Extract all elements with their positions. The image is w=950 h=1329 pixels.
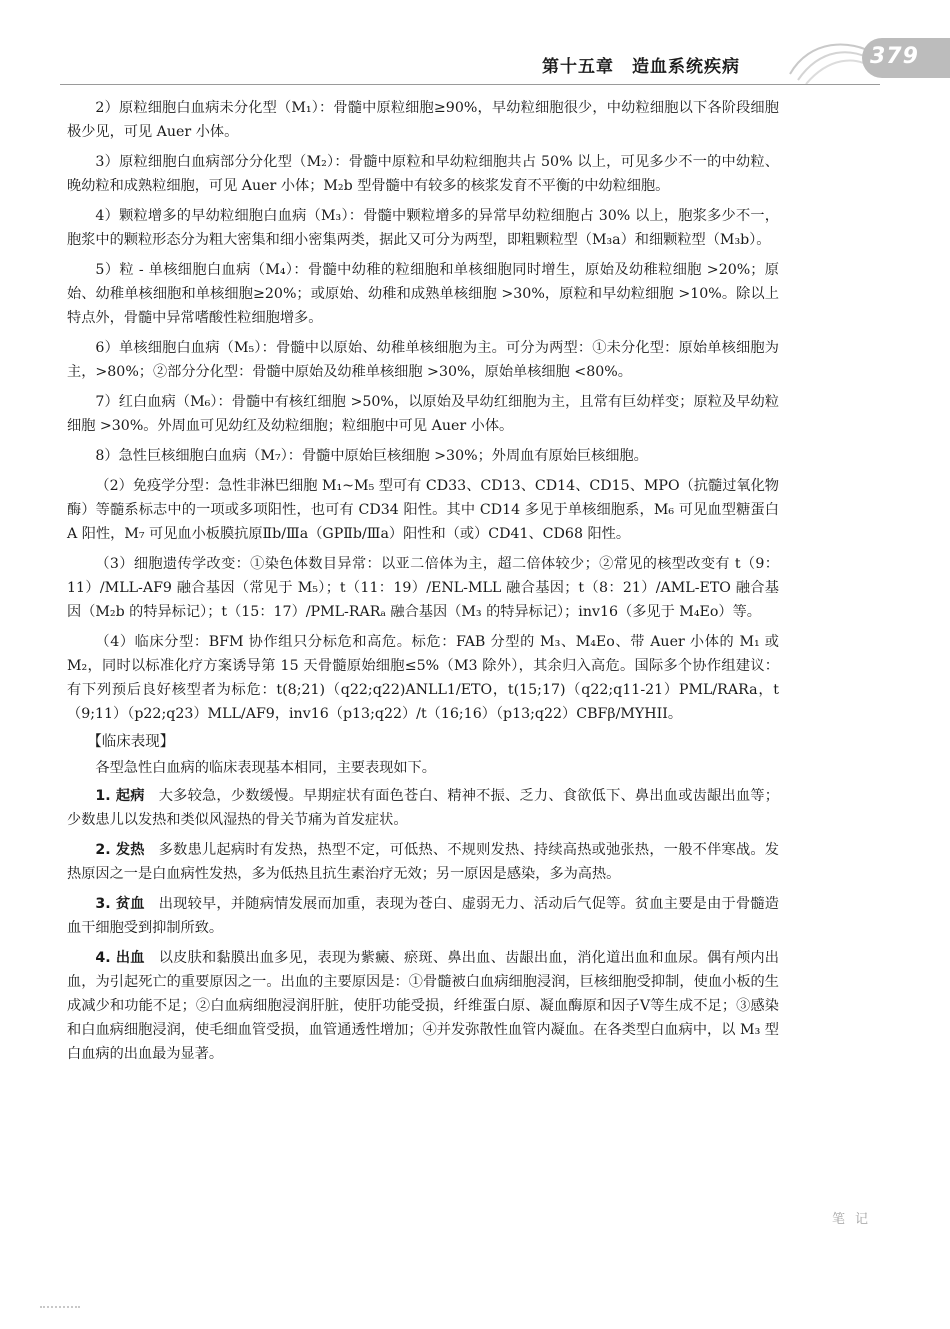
paragraph-m3: 4）颗粒增多的早幼粒细胞白血病（M₃）：骨髓中颗粒增多的异常早幼粒细胞占 30% 以上，胞浆多少不一，胞浆中的颗粒形态分为粗大密集和细小密集两类，据此又可分为两型，即粗颗粒型（M₃a）和细颗粒型（M₃b）。 [67,208,779,248]
section-intro: 各型急性白血病的临床表现基本相同，主要表现如下。 [95,760,436,776]
item-text: 以皮肤和黏膜出血多见，表现为紫癜、瘀斑、鼻出血、齿龈出血，消化道出血和血尿。偶有颅内出血，为引起死亡的重要原因之一。出血的主要原因是：①骨髓被白血病细胞浸润，巨核细胞受抑制，使血小板的生成减少和功能不足；②白血病细胞浸润肝脏，使肝功能受损，纤维蛋白原、凝血酶原和因子Ⅴ等生成不足；③感染和白血病细胞浸润，使毛细血管受损，血管通透性增加；④并发弥散性血管内凝血。在各类型白血病中，以 M₃ 型白血病的出血最为显著。 [67,950,779,1062]
footer-dots [40,1306,80,1310]
page-body [67,96,779,1072]
paragraph-m5: 6）单核细胞白血病（M₅）：骨髓中以原始、幼稚单核细胞为主。可分为两型：①未分化型：原始单核细胞为主，>80%；②部分分化型：骨髓中原始及幼稚单核细胞 >30%，原始单核细胞 <80%。 [67,340,779,380]
page-number: 379 [870,44,919,69]
paragraph-m6: 7）红白血病（M₆）：骨髓中有核红细胞 >50%，以原始及早幼红细胞为主，且常有巨幼样变；原粒及早幼粒细胞 >30%。外周血可见幼红及幼粒细胞；粒细胞中可见 Auer 小体。 [67,394,779,434]
paragraph-cytogenetics: （3）细胞遗传学改变：①染色体数目异常：以亚二倍体为主，超二倍体较少；②常见的核型改变有 t（9：11）/MLL-AF9 融合基因（常见于 M₅）；t（11：19）/ENL-MLL 融合基因；t（8：21）/AML-ETO 融合基因（M₂b 的特异标记）；t（15：17）/PML-RARₐ 融合基因（M₃ 的特异标记）；inv16（多见于 M₄Eo）等。 [67,556,779,620]
item-label: 4. 出血 [95,950,145,966]
paragraph-clinical-classification: （4）临床分型：BFM 协作组只分标危和高危。标危：FAB 分型的 M₃、M₄Eo、带 Auer 小体的 M₁ 或 M₂，同时以标准化疗方案诱导第 15 天骨髓原始细胞≤5%（M3 除外），其余归入高危。国际多个协作组建议：有下列预后良好核型者为标危：t(8;21)（q22;q22)ANLL1/ETO，t(15;17)（q22;q11-21）PML/RARa，t（9;11）（p22;q23）MLL/AF9，inv16（p13;q22）/t（16;16）（p13;q22）CBFβ/MYHII。 [67,634,779,722]
item-onset [67,784,779,832]
paragraph-m1: 2）原粒细胞白血病未分化型（M₁）：骨髓中原粒细胞≥90%，早幼粒细胞很少，中幼粒细胞以下各阶段细胞极少见，可见 Auer 小体。 [67,100,779,140]
item-label: 3. 贫血 [95,896,145,912]
item-label: 1. 起病 [95,788,145,804]
item-text: 出现较早，并随病情发展而加重，表现为苍白、虚弱无力、活动后气促等。贫血主要是由于骨髓造血干细胞受到抑制所致。 [67,896,779,936]
margin-note-label: 笔记 [832,1212,879,1227]
paragraph-m4: 5）粒 - 单核细胞白血病（M₄）：骨髓中幼稚的粒细胞和单核细胞同时增生，原始及幼稚粒细胞 >20%；原始、幼稚单核细胞和单核细胞≥20%；或原始、幼稚和成熟单核细胞 >30%，原粒和早幼粒细胞 >10%。除以上特点外，骨髓中异常嗜酸性粒细胞增多。 [67,262,779,326]
item-label: 2. 发热 [95,842,145,858]
page-header [0,0,950,90]
paragraph-immunology: （2）免疫学分型：急性非淋巴细胞 M₁~M₅ 型可有 CD33、CD13、CD14、CD15、MPO（抗髓过氧化物酶）等髓系标志中的一项或多项阳性，也可有 CD34 阳性。其中 CD14 多见于单核细胞系，M₆ 可见血型糖蛋白 A 阳性，M₇ 可见血小板膜抗原Ⅱb/Ⅲa（GPⅡb/Ⅲa）阳性和（或）CD41、CD68 阳性。 [67,478,779,542]
paragraph-m2: 3）原粒细胞白血病部分分化型（M₂）：骨髓中原粒和早幼粒细胞共占 50% 以上，可见多少不一的中幼粒、晚幼粒和成熟粒细胞，可见 Auer 小体；M₂b 型骨髓中有较多的核浆发育不平衡的中幼粒细胞。 [67,154,779,194]
item-text: 多数患儿起病时有发热，热型不定，可低热、不规则发热、持续高热或弛张热，一般不伴寒战。发热原因之一是白血病性发热，多为低热且抗生素治疗无效；另一原因是感染，多为高热。 [67,842,779,882]
chapter-title: 第十五章 造血系统疾病 [542,57,740,77]
header-rule [60,84,880,85]
paragraph-m7: 8）急性巨核细胞白血病（M₇）：骨髓中原始巨核细胞 >30%；外周血有原始巨核细胞。 [95,448,648,464]
item-text: 大多较急，少数缓慢。早期症状有面色苍白、精神不振、乏力、食欲低下、鼻出血或齿龈出血等；少数患儿以发热和类似风湿热的骨关节痛为首发症状。 [67,788,779,828]
item-fever [67,838,779,886]
section-heading: 【临床表现】 [87,734,175,750]
item-anemia [67,892,779,940]
item-bleeding [67,946,779,1066]
